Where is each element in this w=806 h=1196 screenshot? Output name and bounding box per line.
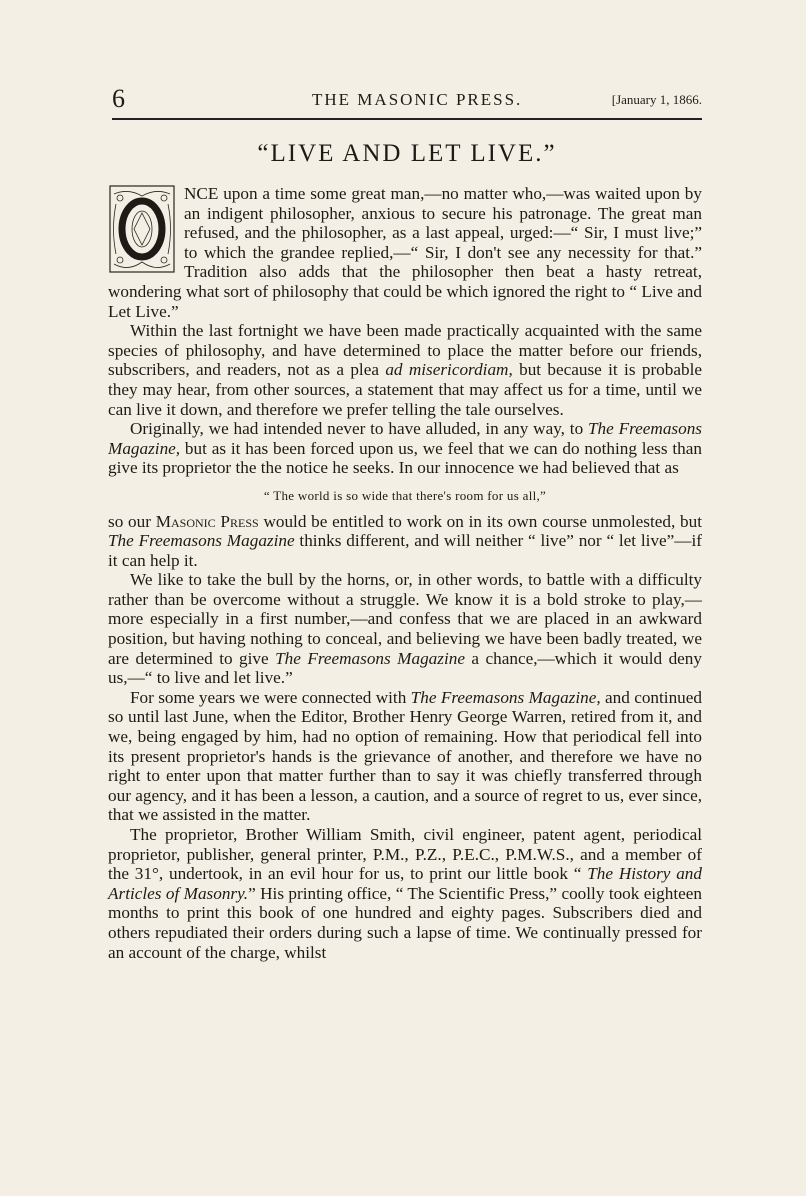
- paragraph-2: Within the last fortnight we have been made practically acquainted with the same species of philosophy, and have determined to place the matter before our friends, subscribers, and readers, not as a plea ad misericordiam, but because it is probable they may hear, from other sources, a statement that may affect us for a time, until we can live it down, and therefore we prefer telling the tale ourselves.: [108, 321, 702, 419]
- quotation: “ The world is so wide that there's room for us all,”: [263, 487, 547, 503]
- paragraph-7: The proprietor, Brother William Smith, civil engineer, patent agent, periodical proprietor, publisher, general printer, P.M., P.Z., P.E.C., P.M.W.S., and a member of the 31°, undertook, in an evil hour for us, to print our little book “ The History and Articles of Masonry.” His printing office, “ The Scientific Press,” coolly took eighteen months to print this book of one hundred and eighty pages. Subscribers died and others repudiated their orders during such a lapse of time. We continually pressed for an account of the charge, whilst: [108, 825, 702, 962]
- paragraph-4: so our Masonic Press would be entitled to work on in its own course unmolested, but The Freemasons Magazine thinks different, and will neither “ live” nor “ let live”—if it can help it.: [108, 511, 702, 570]
- paragraph-6: For some years we were connected with The Freemasons Magazine, and continued so until last June, when the Editor, Brother Henry George Warren, retired from it, and we, being engaged by him, had no option of remaining. How that periodical fell into its present proprietor's hands is the grievance of another, and therefore we have no right to enter upon that matter further than to say it was chiefly transferred through our agency, and it has been a lesson, a caution, and a source of regret to us, ever since, that we assisted in the matter.: [108, 687, 702, 825]
- page-header: [112, 84, 702, 114]
- drop-cap-letter: O: [141, 234, 143, 235]
- paragraph-5: We like to take the bull by the horns, or, in other words, to battle with a difficulty rather than be overcome without a struggle. We know it is a bold stroke to play,—more especially in a first number,—and confess that we are placed in an awkward position, but having nothing to conceal, and believing we have been badly treated, we are determined to give The Freemasons Magazine a chance,—which it would deny us,—“ to live and let live.”: [108, 570, 702, 688]
- issue-date: [January 1, 1866.: [611, 92, 702, 107]
- article-title: “LIVE AND LET LIVE.”: [257, 140, 557, 167]
- article-body: [108, 184, 702, 962]
- paragraph-1: O NCE upon a time some great man,—no matter who,—was waited upon by an indigent philosopher, anxious to secure his patronage. The great man refused, and the philosopher, as a last appeal, urged:—“ Sir, I must live;” to which the grandee replied,—“ Sir, I don't see any necessity for that.” Tradition also adds that the philosopher then beat a hasty retreat, wondering what sort of philosophy that could be which ignored the right to “ Live and Let Live.”: [108, 184, 702, 321]
- paragraph-3: Originally, we had intended never to have alluded, in any way, to The Freemasons Magazine, but as it has been forced upon us, we feel that we can do nothing less than give its proprietor the the notice he seeks. In our innocence we had believed that as: [108, 419, 702, 478]
- page-number: 6: [112, 84, 125, 113]
- running-title: THE MASONIC PRESS.: [312, 90, 523, 109]
- header-rule: [112, 118, 702, 120]
- ornamental-drop-cap: [108, 184, 178, 276]
- drop-cap-ornament: [108, 184, 178, 276]
